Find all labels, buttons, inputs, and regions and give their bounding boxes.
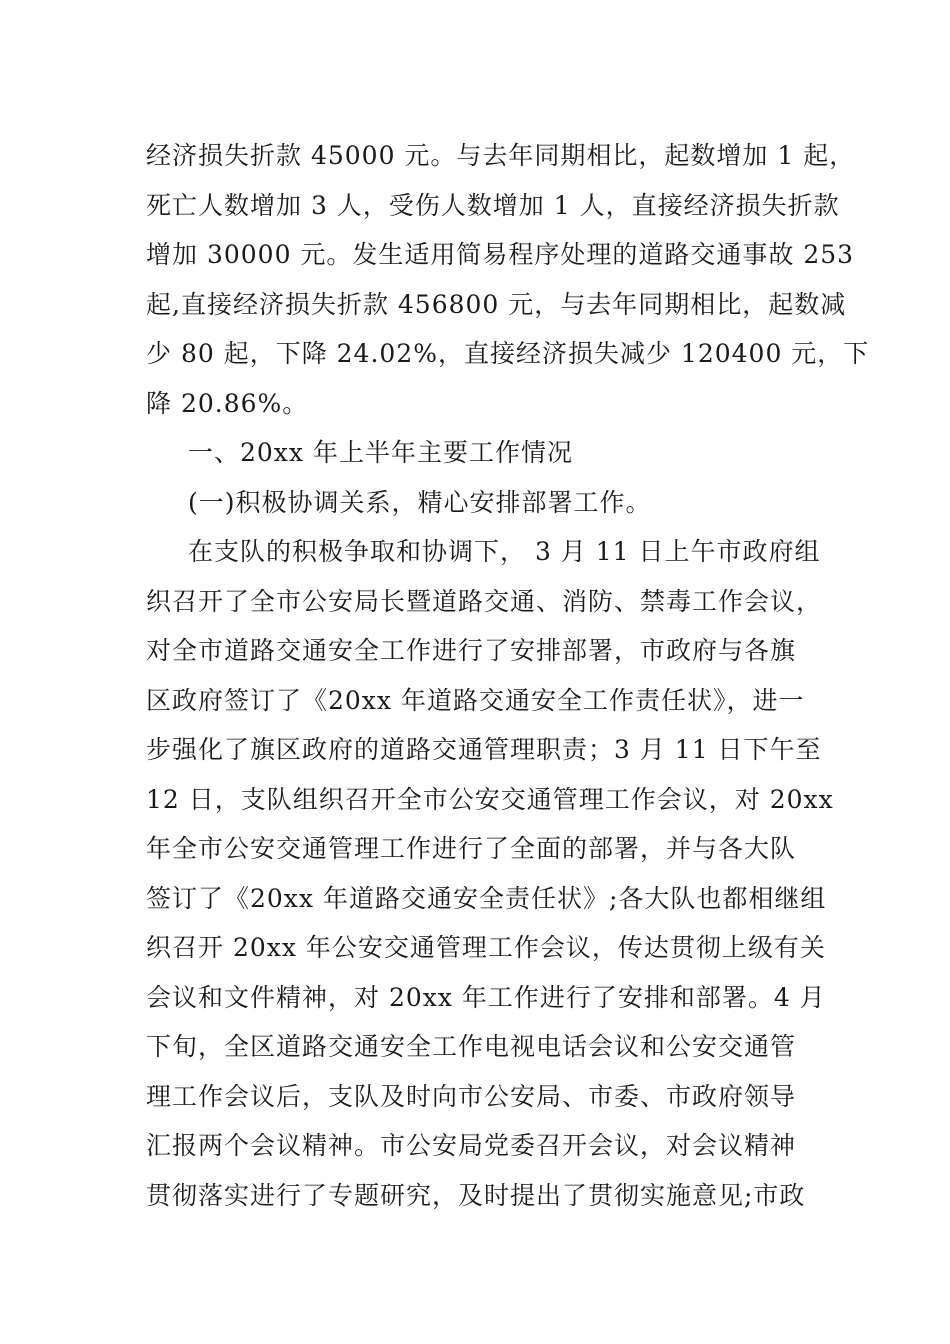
text-line: 一、20xx 年上半年主要工作情况 xyxy=(188,438,573,467)
text-line: 增加 30000 元。发生适用简易程序处理的道路交通事故 253 xyxy=(146,240,855,269)
text-line: 下旬，全区道路交通安全工作电视电话会议和公安交通管 xyxy=(146,1032,797,1061)
text-line: 对全市道路交通安全工作进行了安排部署，市政府与各旗 xyxy=(146,636,797,665)
text-line: 区政府签订了《20xx 年道路交通安全工作责任状》，进一 xyxy=(146,685,805,715)
text-line: 步强化了旗区政府的道路交通管理职责；3 月 11 日下午至 xyxy=(146,735,822,764)
text-line: 汇报两个会议精神。市公安局党委召开会议，对会议精神 xyxy=(146,1131,797,1160)
text-line: 签订了《20xx 年道路交通安全责任状》;各大队也都相继组 xyxy=(146,883,827,913)
text-line: 降 20.86%。 xyxy=(146,388,309,418)
text-line: 死亡人数增加 3 人，受伤人数增加 1 人，直接经济损失折款 xyxy=(146,190,840,220)
text-line: 织召开 20xx 年公安交通管理工作会议，传达贯彻上级有关 xyxy=(146,933,826,962)
text-line: 年全市公安交通管理工作进行了全面的部署，并与各大队 xyxy=(146,834,797,863)
text-line: 理工作会议后，支队及时向市公安局、市委、市政府领导 xyxy=(146,1081,797,1111)
text-line: 起,直接经济损失折款 456800 元，与去年同期相比，起数减 xyxy=(146,289,847,319)
text-line: 经济损失折款 45000 元。与去年同期相比，起数增加 1 起， xyxy=(146,141,856,170)
text-line: 织召开了全市公安局长暨道路交通、消防、禁毒工作会议， xyxy=(146,586,823,616)
text-line: 在支队的积极争取和协调下， 3 月 11 日上午市政府组 xyxy=(188,537,821,566)
text-line: (一)积极协调关系，精心安排部署工作。 xyxy=(188,487,652,517)
text-line: 会议和文件精神，对 20xx 年工作进行了安排和部署。4 月 xyxy=(146,982,826,1012)
text-line: 12 日，支队组织召开全市公安交通管理工作会议，对 20xx xyxy=(146,784,834,814)
text-line: 贯彻落实进行了专题研究，及时提出了贯彻实施意见;市政 xyxy=(146,1180,806,1210)
document-body xyxy=(146,131,870,1220)
text-line: 少 80 起，下降 24.02%，直接经济损失减少 120400 元，下 xyxy=(146,339,870,368)
